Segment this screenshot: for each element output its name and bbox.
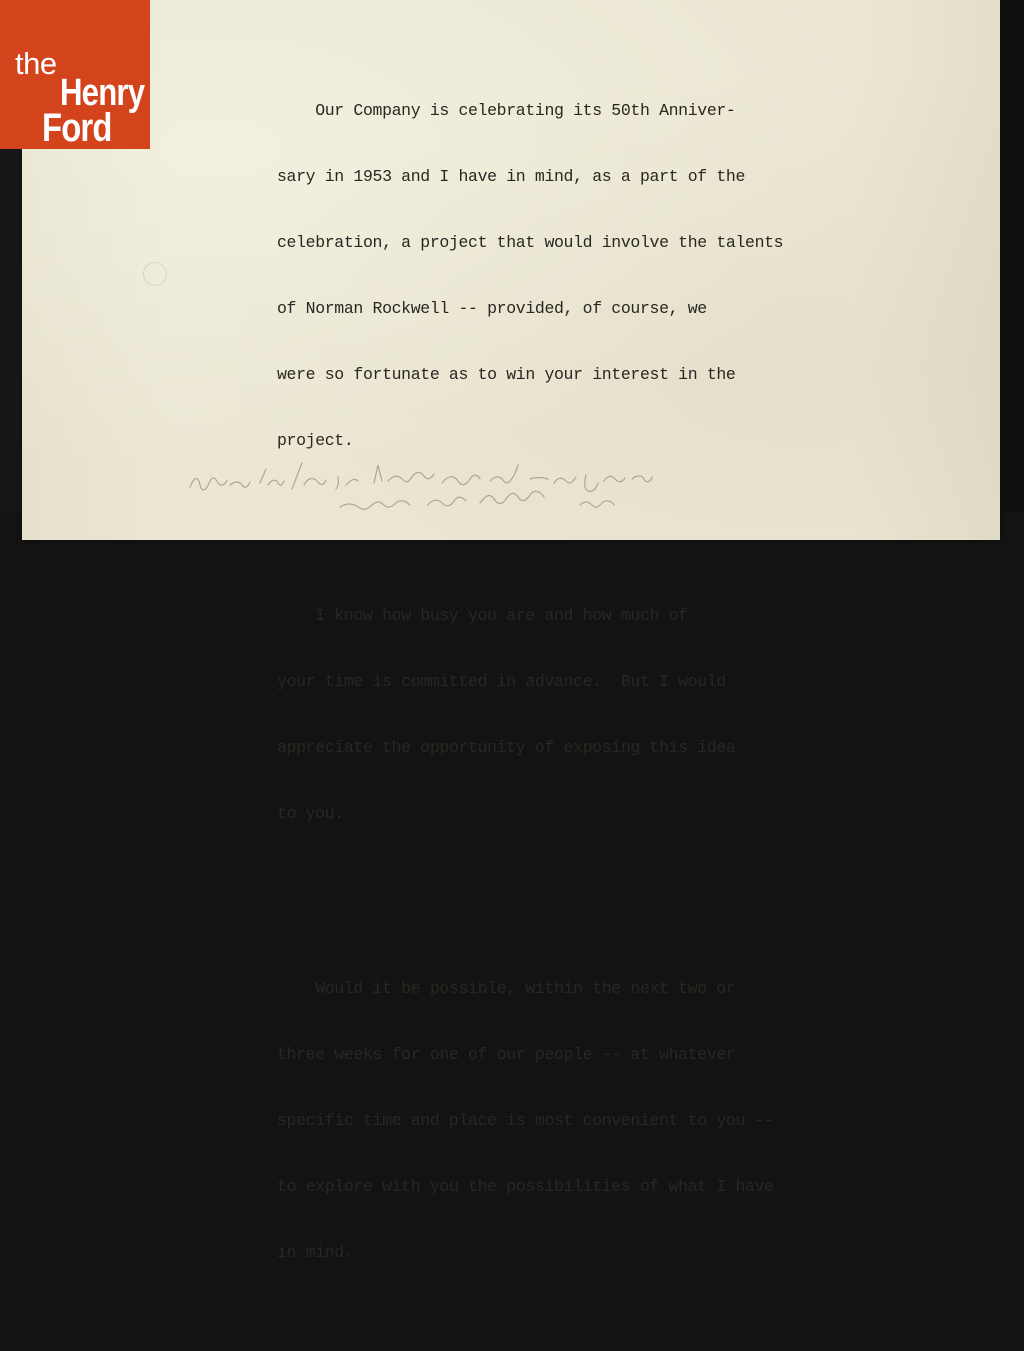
- letter-paragraph-2: [277, 561, 837, 869]
- logo-text-ford: Ford: [42, 106, 112, 150]
- letter-line: to you.: [277, 804, 344, 823]
- logo-text-the: the: [15, 46, 57, 81]
- letter-line: of Norman Rockwell -- provided, of course, we: [277, 299, 707, 318]
- letter-line: in mind.: [277, 1243, 354, 1262]
- letter-line: appreciate the opportunity of exposing this idea: [277, 738, 736, 757]
- handwritten-annotation: [160, 455, 780, 515]
- letter-line: were so fortunate as to win your interest in the: [277, 365, 736, 384]
- faint-stamp-mark: [143, 262, 167, 286]
- letter-line: celebration, a project that would involve the talents: [277, 233, 784, 252]
- letter-paragraph-1: [277, 56, 837, 496]
- letter-line: I know how busy you are and how much of: [277, 606, 688, 625]
- scan-edge: [1000, 0, 1024, 512]
- letter-line: three weeks for one of our people -- at whatever: [277, 1045, 736, 1064]
- letter-line: Our Company is celebrating its 50th Anniver-: [277, 101, 736, 120]
- letter-line: Would it be possible, within the next two or: [277, 979, 736, 998]
- logo-text-henry: Henry: [60, 72, 145, 114]
- letter-line: project.: [277, 431, 354, 450]
- typed-letter-body: [277, 12, 837, 1351]
- letter-line: to explore with you the possibilities of what I have: [277, 1177, 774, 1196]
- letter-line: specific time and place is most convenient to you --: [277, 1111, 774, 1130]
- henry-ford-logo: [0, 0, 150, 149]
- letter-line: sary in 1953 and I have in mind, as a part of the: [277, 167, 746, 186]
- letter-paragraph-3: [277, 934, 837, 1308]
- letter-line: your time is committed in advance. But I would: [277, 672, 726, 691]
